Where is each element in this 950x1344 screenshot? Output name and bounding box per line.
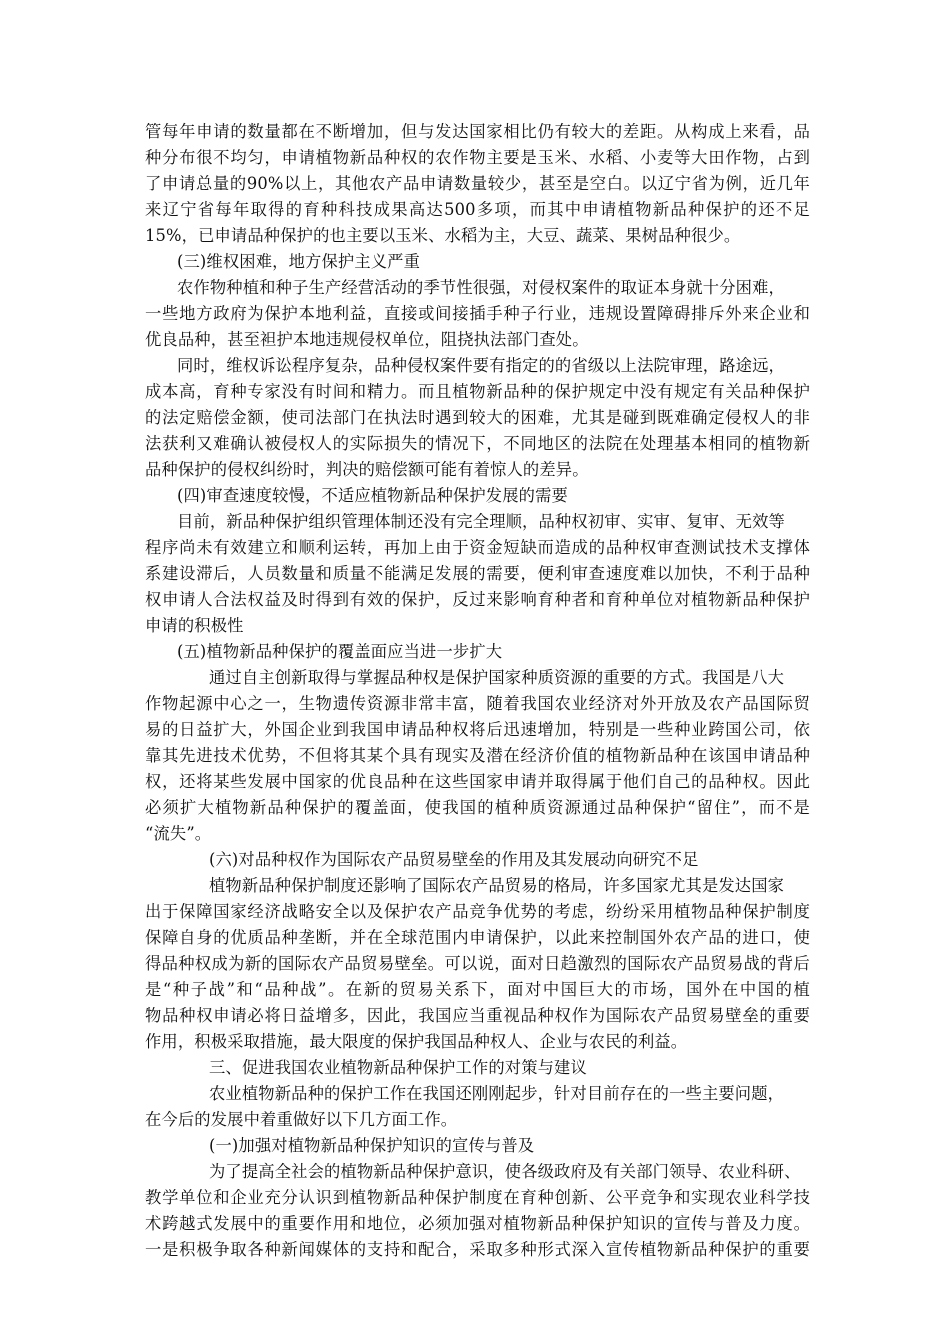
paragraph-line: “流失”。 bbox=[145, 824, 212, 843]
section-heading: 三、促进我国农业植物新品种保护工作的对策与建议 bbox=[209, 1058, 587, 1077]
paragraph-line: 管每年申请的数量都在不断增加，但与发达国家相比仍有较大的差距。从构成上来看，品 bbox=[145, 122, 810, 141]
paragraph-line: 为了提高全社会的植物新品种保护意识，使各级政府及有关部门领导、农业科研、 bbox=[209, 1162, 801, 1181]
paragraph-line: 在今后的发展中着重做好以下几方面工作。 bbox=[145, 1110, 458, 1129]
paragraph-line: 必须扩大植物新品种保护的覆盖面，使我国的植种质资源通过品种保护“留住”，而不是 bbox=[145, 798, 810, 817]
paragraph-line: 作物起源中心之一，生物遗传资源非常丰富，随着我国农业经济对外开放及农产品国际贸 bbox=[145, 694, 810, 713]
section-heading: (六)对品种权作为国际农产品贸易壁垒的作用及其发展动向研究不足 bbox=[209, 850, 699, 869]
paragraph-line: 程序尚未有效建立和顺利运转，再加上由于资金短缺而造成的品种权审查测试技术支撑体 bbox=[145, 538, 810, 557]
paragraph-line: 靠其先进技术优势，不但将其某个具有现实及潜在经济价值的植物新品种在该国申请品种 bbox=[145, 746, 810, 765]
paragraph-line: 物品种权申请必将日益增多，因此，我国应当重视品种权作为国际农产品贸易壁垒的重要 bbox=[145, 1006, 810, 1025]
paragraph-line: 种分布很不均匀，申请植物新品种权的农作物主要是玉米、水稻、小麦等大田作物，占到 bbox=[145, 148, 810, 167]
paragraph-line: 是“种子战”和“品种战”。在新的贸易关系下，面对中国巨大的市场，国外在中国的植 bbox=[145, 980, 810, 999]
paragraph-line: 农业植物新品种的保护工作在我国还刚刚起步，针对目前存在的一些主要问题， bbox=[209, 1084, 785, 1103]
paragraph-line: 目前，新品种保护组织管理体制还没有完全理顺，品种权初审、实审、复审、无效等 bbox=[177, 512, 785, 531]
paragraph-line: 优良品种，甚至袒护本地违规侵权单位，阻挠执法部门查处。 bbox=[145, 330, 589, 349]
paragraph-line: 来辽宁省每年取得的育种科技成果高达500多项，而其中申请植物新品种保护的还不足 bbox=[145, 200, 810, 219]
paragraph-line: 保障自身的优质品种垄断，并在全球范围内申请保护，以此来控制国外农产品的进口，使 bbox=[145, 928, 810, 947]
paragraph-line: 权申请人合法权益及时得到有效的保护，反过来影响育种者和育种单位对植物新品种保护 bbox=[145, 590, 810, 609]
section-heading: (一)加强对植物新品种保护知识的宣传与普及 bbox=[209, 1136, 535, 1155]
paragraph-line: 同时，维权诉讼程序复杂，品种侵权案件要有指定的的省级以上法院审理，路途远， bbox=[177, 356, 785, 375]
paragraph-line: 系建设滞后，人员数量和质量不能满足发展的需要，便利审查速度难以加快，不利于品种 bbox=[145, 564, 810, 583]
paragraph-line: 15%，已申请品种保护的也主要以玉米、水稻为主，大豆、蔬菜、果树品种很少。 bbox=[145, 226, 741, 245]
paragraph-line: 法获利又难确认被侵权人的实际损失的情况下，不同地区的法院在处理基本相同的植物新 bbox=[145, 434, 810, 453]
paragraph-line: 申请的积极性 bbox=[145, 616, 244, 635]
paragraph-line: 农作物种植和种子生产经营活动的季节性很强，对侵权案件的取证本身就十分困难， bbox=[177, 278, 785, 297]
section-heading: (四)审查速度较慢，不适应植物新品种保护发展的需要 bbox=[177, 486, 568, 505]
paragraph-line: 教学单位和企业充分认识到植物新品种保护制度在育种创新、公平竞争和实现农业科学技 bbox=[145, 1188, 810, 1207]
section-heading: (三)维权困难，地方保护主义严重 bbox=[177, 252, 421, 271]
paragraph-line: 成本高，育种专家没有时间和精力。而且植物新品种的保护规定中没有规定有关品种保护 bbox=[145, 382, 810, 401]
paragraph-line: 植物新品种保护制度还影响了国际农产品贸易的格局，许多国家尤其是发达国家 bbox=[209, 876, 785, 895]
paragraph-line: 一是积极争取各种新闻媒体的支持和配合，采取多种形式深入宣传植物新品种保护的重要 bbox=[145, 1240, 810, 1259]
paragraph-line: 了申请总量的90%以上，其他农产品申请数量较少，甚至是空白。以辽宁省为例，近几年 bbox=[145, 174, 810, 193]
paragraph-line: 权，还将某些发展中国家的优良品种在这些国家申请并取得属于他们自己的品种权。因此 bbox=[145, 772, 810, 791]
section-heading: (五)植物新品种保护的覆盖面应当进一步扩大 bbox=[177, 642, 503, 661]
paragraph-line: 得品种权成为新的国际农产品贸易壁垒。可以说，面对日趋激烈的国际农产品贸易战的背后 bbox=[145, 954, 810, 973]
paragraph-line: 易的日益扩大，外国企业到我国申请品种权将后迅速增加，特别是一些种业跨国公司，依 bbox=[145, 720, 810, 739]
paragraph-line: 一些地方政府为保护本地利益，直接或间接插手种子行业，违规设置障碍排斥外来企业和 bbox=[145, 304, 810, 323]
paragraph-line: 作用，积极采取措施，最大限度的保护我国品种权人、企业与农民的利益。 bbox=[145, 1032, 688, 1051]
paragraph-line: 术跨越式发展中的重要作用和地位，必须加强对植物新品种保护知识的宣传与普及力度。 bbox=[145, 1214, 810, 1233]
paragraph-line: 的法定赔偿金额，使司法部门在执法时遇到较大的困难，尤其是碰到既难确定侵权人的非 bbox=[145, 408, 810, 427]
paragraph-line: 出于保障国家经济战略安全以及保护农产品竞争优势的考虑，纷纷采用植物品种保护制度 bbox=[145, 902, 810, 921]
paragraph-line: 通过自主创新取得与掌握品种权是保护国家种质资源的重要的方式。我国是八大 bbox=[209, 668, 785, 687]
paragraph-line: 品种保护的侵权纠纷时，判决的赔偿额可能有着惊人的差异。 bbox=[145, 460, 589, 479]
